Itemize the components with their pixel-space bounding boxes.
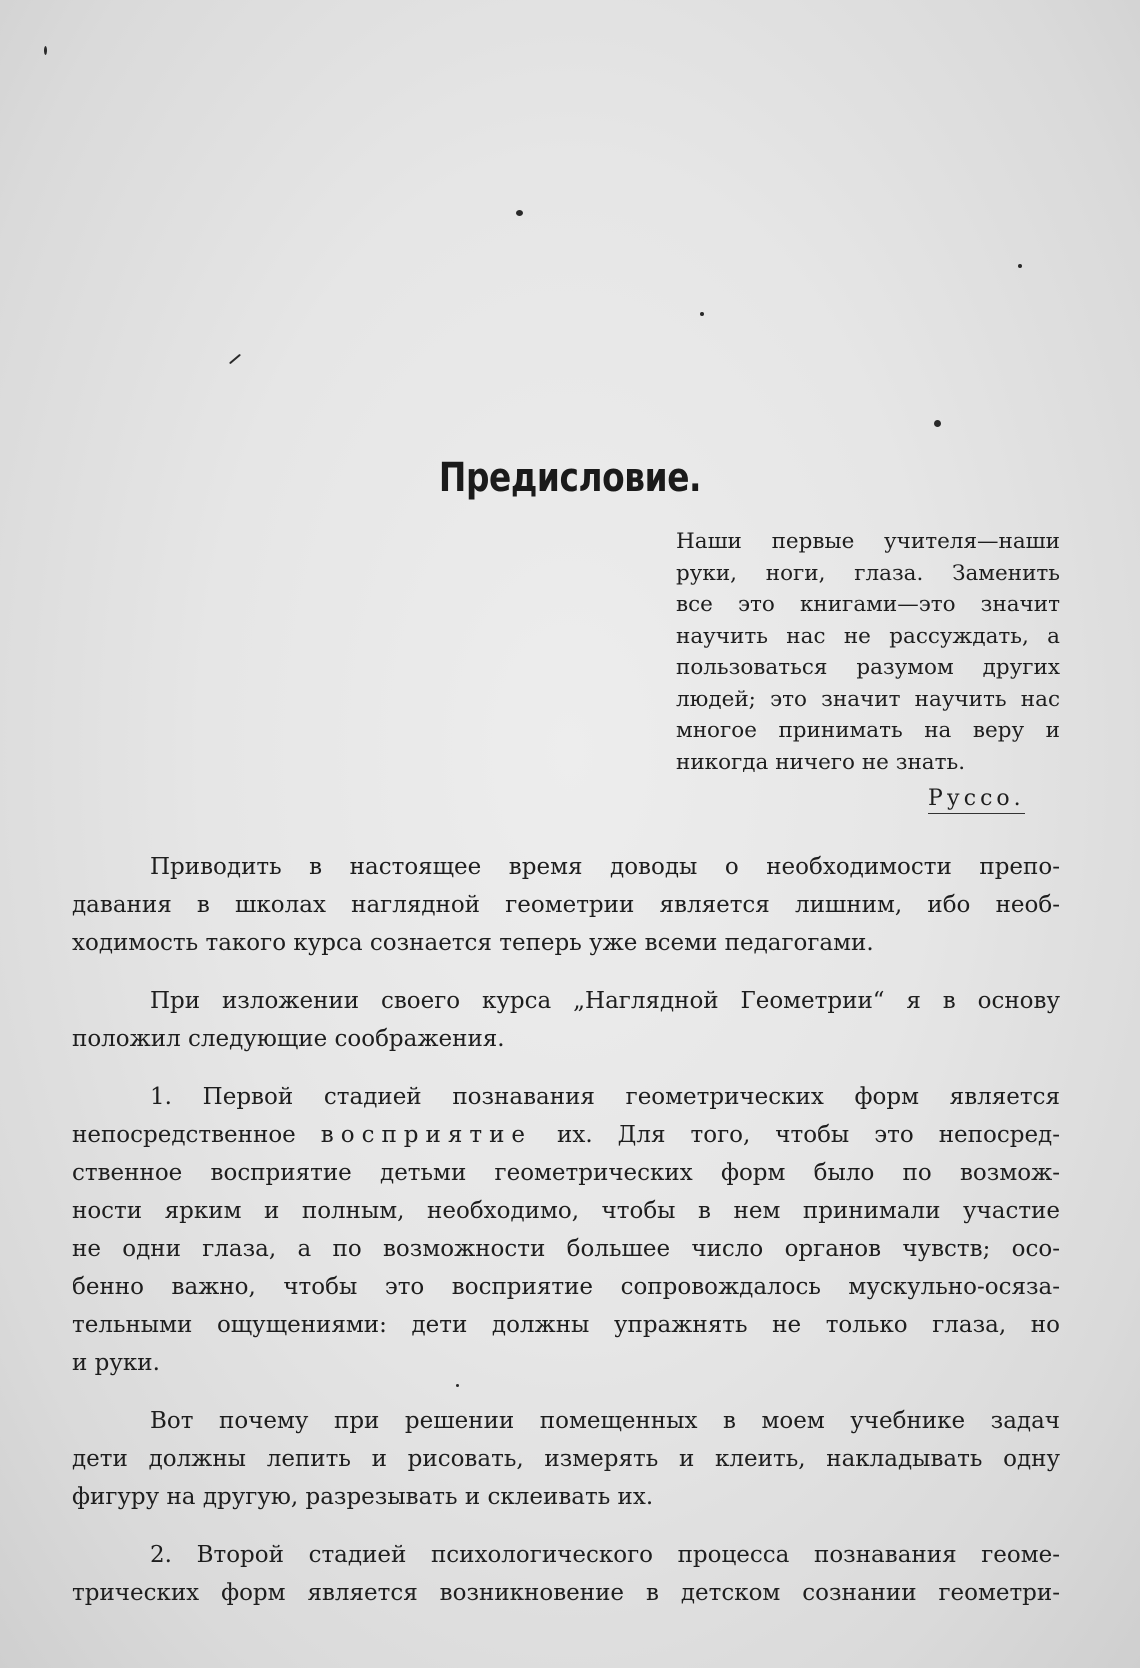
paragraph-line: непосредственное восприятие их. Для того, чтобы это непосред-	[72, 1122, 1060, 1148]
scan-speck	[516, 210, 523, 216]
epigraph-line: научить нас не рассуждать, а	[676, 623, 1060, 649]
scan-speck	[44, 46, 47, 55]
paragraph	[72, 1078, 1060, 1382]
scan-speck	[1018, 264, 1022, 268]
paragraph-line: бенно важно, чтобы это восприятие сопровождалось мускульно-осяза-	[72, 1274, 1060, 1300]
paragraph-line: 1. Первой стадией познавания геометрических форм является	[150, 1084, 1060, 1110]
paragraph-line: тельными ощущениями: дети должны упражнять не только глаза, но	[72, 1312, 1060, 1338]
paragraph-line: ности ярким и полным, необходимо, чтобы в нем принимали участие	[72, 1198, 1060, 1224]
page-title: Предисловие.	[438, 455, 702, 501]
epigraph-line: пользоваться разумом других	[676, 655, 1060, 680]
epigraph-line: все это книгами—это значит	[676, 592, 1060, 617]
paragraph-line: 2. Второй стадией психологического процесса познавания геоме-	[150, 1542, 1060, 1568]
scan-speck	[700, 312, 704, 316]
paragraph-line: При изложении своего курса „Наглядной Геометрии“ я в основу	[150, 988, 1060, 1014]
paragraph-line: Приводить в настоящее время доводы о необходимости препо-	[150, 854, 1060, 880]
paragraph-line: положил следующие соображения.	[72, 1026, 505, 1052]
paragraph-line: дети должны лепить и рисовать, измерять и клеить, накладывать одну	[72, 1446, 1060, 1472]
paragraph-line: и руки.	[72, 1350, 160, 1376]
scan-speck	[229, 354, 241, 365]
paragraph	[72, 1536, 1060, 1612]
paragraph	[72, 982, 1060, 1058]
epigraph-line: руки, ноги, глаза. Заменить	[676, 560, 1060, 586]
paragraph-line: давания в школах наглядной геометрии является лишним, ибо необ-	[72, 892, 1060, 918]
paragraph-line: не одни глаза, а по возможности большее число органов чувств; осо-	[72, 1236, 1060, 1262]
epigraph-line: многое принимать на веру и	[676, 718, 1060, 743]
body-text	[72, 848, 1060, 1632]
emphasized-word: восприятие	[320, 1122, 533, 1148]
epigraph	[676, 526, 1060, 778]
paragraph	[72, 848, 1060, 962]
epigraph-line: людей; это значит научить нас	[676, 686, 1060, 712]
paragraph-line: ственное восприятие детьми геометрических форм было по возмож-	[72, 1160, 1060, 1186]
epigraph-line: Наши первые учителя—наши	[676, 529, 1060, 554]
epigraph-author: Руссо.	[928, 786, 1025, 814]
paragraph-line: ходимость такого курса сознается теперь уже всеми педагогами.	[72, 930, 874, 956]
paragraph-line: Вот почему при решении помещенных в моем учебнике задач	[150, 1408, 1060, 1434]
paragraph-line: фигуру на другую, разрезывать и склеивать их.	[72, 1484, 654, 1510]
scan-speck	[934, 420, 941, 427]
epigraph-line: никогда ничего не знать.	[676, 749, 966, 775]
paragraph	[72, 1402, 1060, 1516]
paragraph-line: трических форм является возникновение в детском сознании геометри-	[72, 1580, 1060, 1606]
